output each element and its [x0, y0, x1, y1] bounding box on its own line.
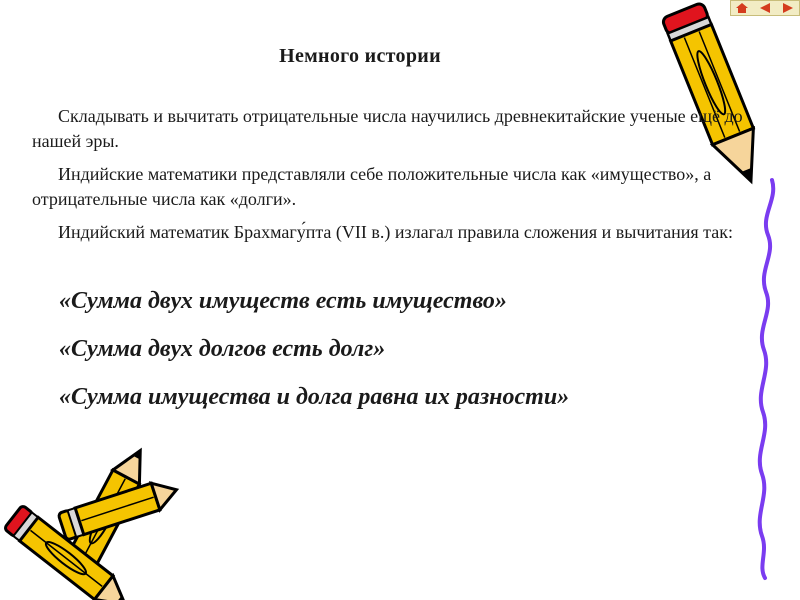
- rules-quotes: [59, 285, 759, 429]
- wavy-line-decoration: [760, 180, 774, 578]
- rule-quote: «Сумма имущества и долга равна их разности»: [59, 384, 570, 410]
- history-paragraph: Индийские математики представляли себе положительные числа как «имущество», а отрицательные числа как «долги».: [32, 164, 712, 209]
- rule-quote: «Сумма двух долгов есть долг»: [59, 336, 386, 362]
- history-paragraph: Складывать и вычитать отрицательные числа научились древнекитайские ученые ещё до нашей эры.: [32, 106, 743, 151]
- slide-title: Немного истории: [279, 45, 441, 67]
- history-paragraph: Индийский математик Брахмагу́пта (VII в.) излагал правила сложения и вычитания так:: [58, 222, 733, 242]
- rule-quote: «Сумма двух имуществ есть имущество»: [59, 288, 507, 314]
- slide-body: [32, 104, 750, 253]
